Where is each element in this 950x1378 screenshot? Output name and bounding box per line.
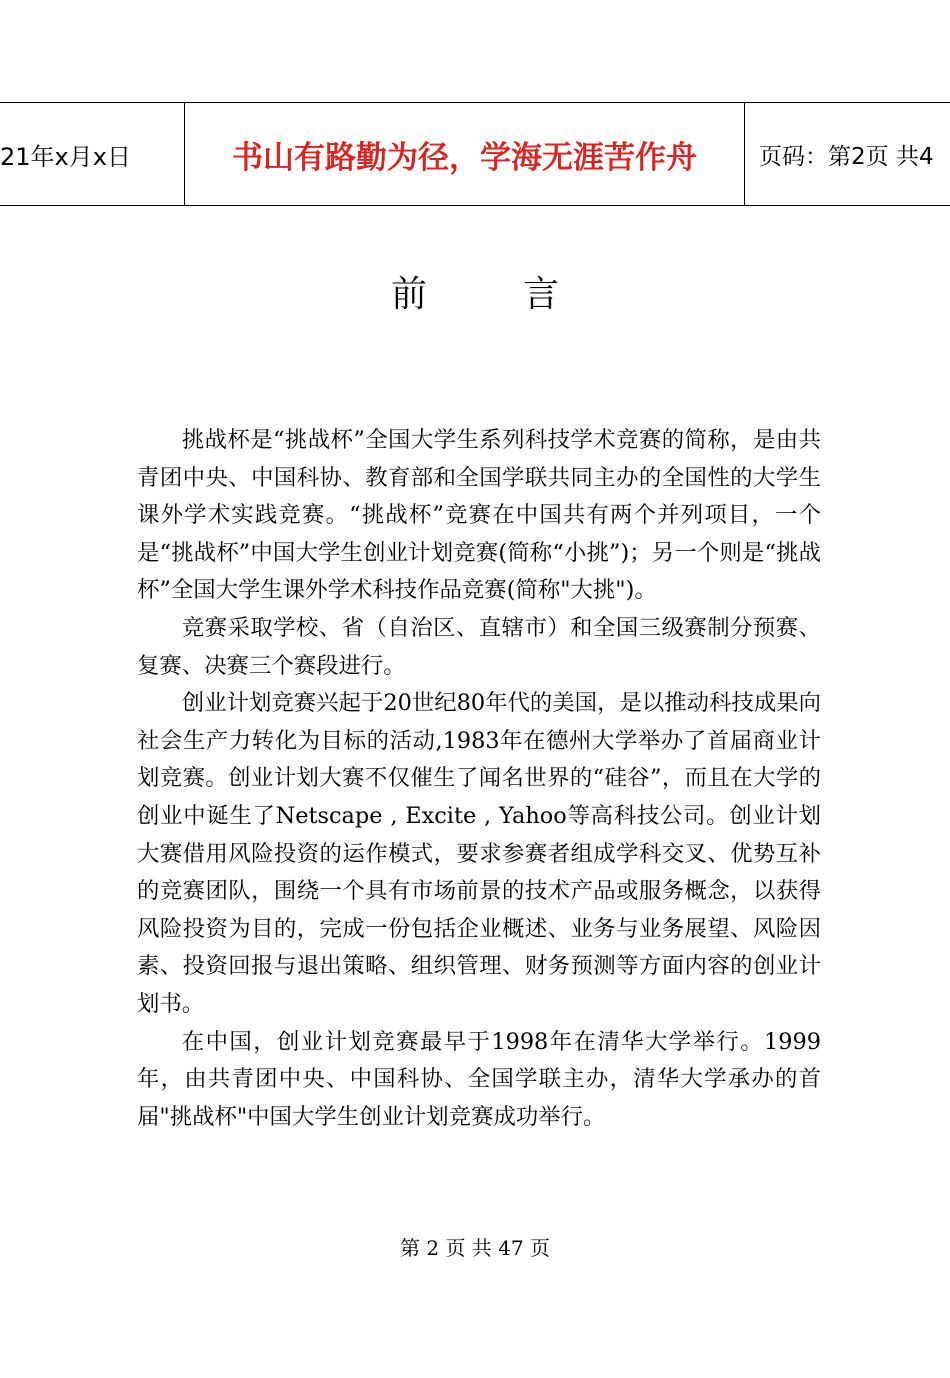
header-motto-cell — [185, 103, 745, 205]
header-page-label: 页码：第2页 共4 — [759, 143, 934, 170]
page-header — [0, 102, 950, 206]
paragraph: 挑战杯是“挑战杯”全国大学生系列科技学术竞赛的简称，是由共青团中央、中国科协、教育部和全国学联共同主办的全国性的大学生课外学术实践竞赛。“挑战杯”竞赛在中国共有两个并列项目，一个是“挑战杯”中国大学生创业计划竞赛(简称“小挑”)；另一个则是“挑战杯”全国大学生课外学术科技作品竞赛(简称"大挑")。 — [137, 427, 821, 604]
header-date-cell — [0, 103, 185, 205]
page-footer: 第 2 页 共 47 页 — [400, 1236, 550, 1260]
title-char-right: 言 — [523, 274, 560, 315]
header-date: 21年x月x日 — [0, 142, 131, 171]
paragraph: 竞赛采取学校、省（自治区、直辖市）和全国三级赛制分预赛、复赛、决赛三个赛段进行。 — [137, 614, 821, 679]
body-text — [137, 422, 821, 1136]
paragraph: 创业计划竞赛兴起于20世纪80年代的美国，是以推动科技成果向社会生产力转化为目标的活动,1983年在德州大学举办了首届商业计划竞赛。创业计划大赛不仅催生了闻名世界的“硅谷”，而且在大学的创业中诞生了Netscape , Excite , Yahoo等高科技公司。创业计划大赛借用风险投资的运作模式，要求参赛者组成学科交叉、优势互补的竞赛团队，围绕一个具有市场前景的技术产品或服务概念，以获得风险投资为目的，完成一份包括企业概述、业务与业务展望、风险因素、投资回报与退出策略、组织管理、财务预测等方面内容的创业计划书。 — [137, 690, 821, 1017]
header-page-cell — [745, 103, 950, 205]
page-title — [0, 266, 950, 317]
paragraph: 在中国，创业计划竞赛最早于1998年在清华大学举行。1999年，由共青团中央、中国科协、全国学联主办，清华大学承办的首届"挑战杯"中国大学生创业计划竞赛成功举行。 — [137, 1028, 821, 1130]
header-motto: 书山有路勤为径，学海无涯苦作舟 — [232, 139, 697, 176]
title-char-left: 前 — [390, 274, 427, 315]
